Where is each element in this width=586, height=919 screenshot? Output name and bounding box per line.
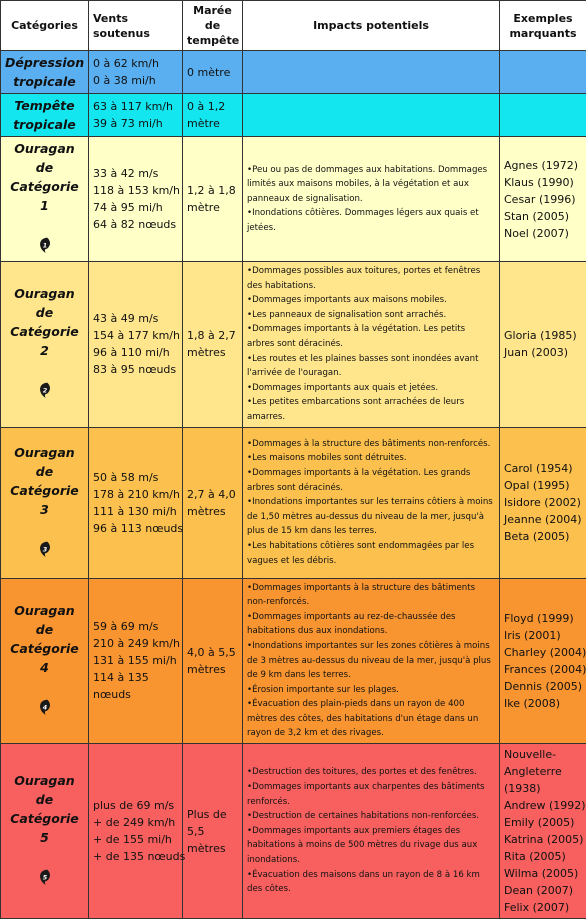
surge-cell xyxy=(183,262,243,428)
hurricane-symbol-icon xyxy=(37,540,53,558)
winds-cell xyxy=(89,137,183,262)
wind-line: 131 à 155 mi/h xyxy=(93,652,178,669)
examples-cell xyxy=(500,262,586,428)
surge-line: 4,0 à 5,5 xyxy=(187,644,238,661)
header-row xyxy=(1,1,586,51)
wind-line: 83 à 95 nœuds xyxy=(93,361,178,378)
impacts-cell xyxy=(243,262,500,428)
example-storm: (1938) xyxy=(504,780,582,797)
category-cell xyxy=(1,744,89,919)
wind-line: + de 249 km/h xyxy=(93,814,178,831)
surge-line: mètres xyxy=(187,344,238,361)
example-storm: Angleterre xyxy=(504,763,582,780)
category-symbol-number: 4 xyxy=(42,703,47,711)
impact-item: • Dommages importants à la structure des bâtiments non-renforcés. xyxy=(247,581,495,610)
category-symbol-number: 2 xyxy=(42,387,47,395)
wind-line: 0 à 62 km/h xyxy=(93,55,178,72)
wind-line: 210 à 249 km/h xyxy=(93,635,178,652)
header-category: Catégories xyxy=(1,1,89,51)
hurricane-symbol-icon xyxy=(37,381,53,399)
example-storm: Carol (1954) xyxy=(504,460,582,477)
impact-item: • Dommages importants au rez-de-chaussée des habitations dus aux inondations. xyxy=(247,610,495,639)
impacts-cell xyxy=(243,94,500,137)
category-row xyxy=(1,427,586,578)
impact-item: • Dommages importants aux premiers étages des habitations à moins de 500 mètres du rivage dus aux inondations. xyxy=(247,824,495,868)
category-name: Tempête tropicale xyxy=(5,96,84,134)
wind-line: 39 à 73 mi/h xyxy=(93,115,178,132)
surge-line: mètres xyxy=(187,840,238,857)
example-storm: Cesar (1996) xyxy=(504,191,582,208)
impact-item: • Les maisons mobiles sont détruites. xyxy=(247,451,495,466)
surge-line: 0 mètre xyxy=(187,64,238,81)
surge-cell xyxy=(183,51,243,94)
impacts-cell xyxy=(243,578,500,744)
category-cell xyxy=(1,427,89,578)
wind-line: 111 à 130 mi/h xyxy=(93,503,178,520)
example-storm: Nouvelle- xyxy=(504,746,582,763)
examples-cell xyxy=(500,137,586,262)
wind-line: 50 à 58 m/s xyxy=(93,469,178,486)
header-impacts: Impacts potentiels xyxy=(243,1,500,51)
category-name: Ouragan de Catégorie 2 xyxy=(5,284,84,360)
example-storm: Wilma (2005) xyxy=(504,865,582,882)
category-name: Ouragan de Catégorie 1 xyxy=(5,139,84,215)
example-storm: Dean (2007) xyxy=(504,882,582,899)
example-storm: Charley (2004) xyxy=(504,644,582,661)
surge-line: mètres xyxy=(187,503,238,520)
category-symbol-number: 1 xyxy=(42,241,46,249)
surge-cell xyxy=(183,427,243,578)
impact-item: • Les panneaux de signalisation sont arrachés. xyxy=(247,308,495,323)
impacts-cell xyxy=(243,137,500,262)
examples-cell xyxy=(500,578,586,744)
examples-cell xyxy=(500,51,586,94)
example-storm: Noel (2007) xyxy=(504,225,582,242)
example-storm: Frances (2004) xyxy=(504,661,582,678)
impact-item: • Évacuation des maisons dans un rayon de 8 à 16 km des côtes. xyxy=(247,868,495,897)
surge-cell xyxy=(183,744,243,919)
example-storm: Andrew (1992) xyxy=(504,797,582,814)
header-winds: Vents soutenus xyxy=(89,1,183,51)
wind-line: + de 155 mi/h xyxy=(93,831,178,848)
winds-cell xyxy=(89,578,183,744)
example-storm: Klaus (1990) xyxy=(504,174,582,191)
category-symbol-number: 3 xyxy=(42,545,47,553)
examples-cell xyxy=(500,427,586,578)
example-storm: Isidore (2002) xyxy=(504,494,582,511)
winds-cell xyxy=(89,51,183,94)
wind-line: plus de 69 m/s xyxy=(93,797,178,814)
surge-line: 1,8 à 2,7 xyxy=(187,327,238,344)
impact-item: • Dommages importants aux quais et jetées. xyxy=(247,381,495,396)
category-cell xyxy=(1,94,89,137)
header-examples: Exemples marquants xyxy=(500,1,586,51)
impact-item: • Dommages importants à la végétation. Les grands arbres sont déracinés. xyxy=(247,466,495,495)
wind-line: 33 à 42 m/s xyxy=(93,165,178,182)
impacts-cell xyxy=(243,51,500,94)
impacts-cell xyxy=(243,744,500,919)
category-cell xyxy=(1,262,89,428)
example-storm: Rita (2005) xyxy=(504,848,582,865)
winds-cell xyxy=(89,427,183,578)
examples-cell xyxy=(500,94,586,137)
wind-line: nœuds xyxy=(93,686,178,703)
impacts-list xyxy=(247,765,495,896)
impact-item: • Inondations côtières. Dommages légers aux quais et jetées. xyxy=(247,206,495,235)
wind-line: 96 à 110 mi/h xyxy=(93,344,178,361)
impact-item: • Peu ou pas de dommages aux habitations. Dommages limités aux maisons mobiles, à la végétation et aux panneaux de signalisation. xyxy=(247,163,495,207)
category-row xyxy=(1,744,586,919)
category-symbol-number: 5 xyxy=(42,873,47,881)
example-storm: Beta (2005) xyxy=(504,528,582,545)
hurricane-symbol-icon xyxy=(37,698,53,716)
wind-line: 96 à 113 nœuds xyxy=(93,520,178,537)
wind-line: 64 à 82 nœuds xyxy=(93,216,178,233)
example-storm: Dennis (2005) xyxy=(504,678,582,695)
impact-item: • Dommages importants aux maisons mobiles. xyxy=(247,293,495,308)
example-storm: Floyd (1999) xyxy=(504,610,582,627)
example-storm: Katrina (2005) xyxy=(504,831,582,848)
example-storm: Jeanne (2004) xyxy=(504,511,582,528)
category-cell xyxy=(1,51,89,94)
impacts-list xyxy=(247,264,495,425)
example-storm: Agnes (1972) xyxy=(504,157,582,174)
example-storm: Felix (2007) xyxy=(504,899,582,916)
impact-item: • Érosion importante sur les plages. xyxy=(247,683,495,698)
example-storm: Emily (2005) xyxy=(504,814,582,831)
surge-cell xyxy=(183,94,243,137)
impacts-list xyxy=(247,163,495,236)
impact-item: • Les routes et les plaines basses sont inondées avant l'arrivée de l'ouragan. xyxy=(247,352,495,381)
impact-item: • Inondations importantes sur les terrains côtiers à moins de 1,50 mètres au-dessus du niveau de la mer, jusqu'à plus de 15 km dans les terres. xyxy=(247,495,495,539)
impacts-cell xyxy=(243,427,500,578)
category-cell xyxy=(1,578,89,744)
impact-item: • Évacuation des plain-pieds dans un rayon de 400 mètres des côtes, des habitations d'un étage dans un rayon de 3,2 km et des rivages. xyxy=(247,697,495,741)
surge-line: 1,2 à 1,8 xyxy=(187,182,238,199)
surge-line: 2,7 à 4,0 xyxy=(187,486,238,503)
category-name: Ouragan de Catégorie 4 xyxy=(5,601,84,677)
example-storm: Iris (2001) xyxy=(504,627,582,644)
wind-line: 118 à 153 km/h xyxy=(93,182,178,199)
impact-item: • Inondations importantes sur les zones côtières à moins de 3 mètres au-dessus du niveau de la mer, jusqu'à plus de 9 km dans les terres. xyxy=(247,639,495,683)
example-storm: Juan (2003) xyxy=(504,344,582,361)
impact-item: • Dommages importants aux charpentes des bâtiments renforcés. xyxy=(247,780,495,809)
impact-item: • Dommages possibles aux toitures, portes et fenêtres des habitations. xyxy=(247,264,495,293)
surge-line: mètre xyxy=(187,199,238,216)
surge-line: Plus de xyxy=(187,806,238,823)
category-row xyxy=(1,578,586,744)
example-storm: Stan (2005) xyxy=(504,208,582,225)
wind-line: 63 à 117 km/h xyxy=(93,98,178,115)
header-surge: Marée de tempête xyxy=(183,1,243,51)
wind-line: 0 à 38 mi/h xyxy=(93,72,178,89)
hurricane-symbol-icon xyxy=(37,868,53,886)
surge-cell xyxy=(183,578,243,744)
category-row xyxy=(1,137,586,262)
wind-line: 114 à 135 xyxy=(93,669,178,686)
category-name: Dépression tropicale xyxy=(5,53,84,91)
winds-cell xyxy=(89,262,183,428)
impact-item: • Destruction de certaines habitations non-renforcées. xyxy=(247,809,495,824)
example-storm: Gloria (1985) xyxy=(504,327,582,344)
category-name: Ouragan de Catégorie 5 xyxy=(5,771,84,847)
wind-line: 154 à 177 km/h xyxy=(93,327,178,344)
surge-line: mètres xyxy=(187,661,238,678)
impact-item: • Destruction des toitures, des portes et des fenêtres. xyxy=(247,765,495,780)
impact-item: • Dommages importants à la végétation. Les petits arbres sont déracinés. xyxy=(247,322,495,351)
examples-cell xyxy=(500,744,586,919)
wind-line: 43 à 49 m/s xyxy=(93,310,178,327)
surge-line: mètre xyxy=(187,115,238,132)
impact-item: • Les habitations côtières sont endommagées par les vagues et les débris. xyxy=(247,539,495,568)
impact-item: • Les petites embarcations sont arrachées de leurs amarres. xyxy=(247,395,495,424)
wind-line: 59 à 69 m/s xyxy=(93,618,178,635)
impacts-list xyxy=(247,581,495,742)
category-row xyxy=(1,262,586,428)
category-row xyxy=(1,51,586,94)
wind-line: 178 à 210 km/h xyxy=(93,486,178,503)
category-name: Ouragan de Catégorie 3 xyxy=(5,443,84,519)
winds-cell xyxy=(89,744,183,919)
surge-cell xyxy=(183,137,243,262)
category-row xyxy=(1,94,586,137)
wind-line: + de 135 nœuds xyxy=(93,848,178,865)
impact-item: • Dommages à la structure des bâtiments non-renforcés. xyxy=(247,437,495,452)
impacts-list xyxy=(247,437,495,568)
example-storm: Opal (1995) xyxy=(504,477,582,494)
surge-line: 0 à 1,2 xyxy=(187,98,238,115)
hurricane-symbol-icon xyxy=(37,236,53,254)
surge-line: 5,5 xyxy=(187,823,238,840)
example-storm: Ike (2008) xyxy=(504,695,582,712)
winds-cell xyxy=(89,94,183,137)
wind-line: 74 à 95 mi/h xyxy=(93,199,178,216)
category-cell xyxy=(1,137,89,262)
